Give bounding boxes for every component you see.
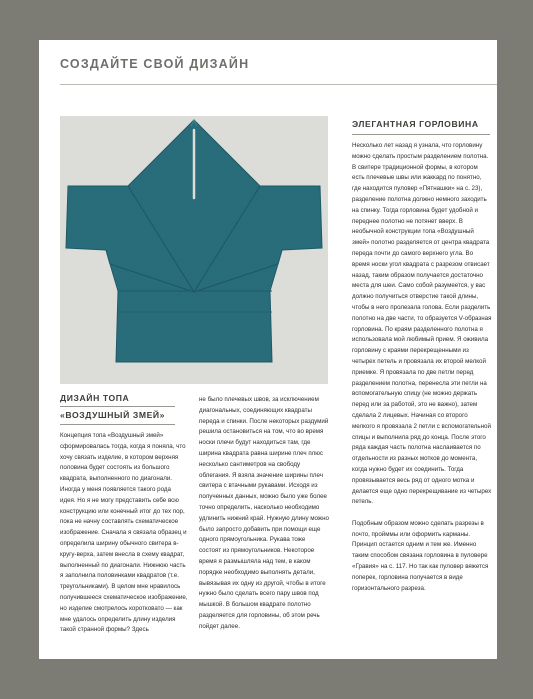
left-col2-paragraph: не было плечевых швов, за исключением диагональных, соединяющих квадраты переда и спинки. После некоторых раздумий решила остановиться на том, что во время носки плечи будут находиться там, где ширина квадрата равна ширине плеч плюс несколько сантиметров на свободу облегания. Я взяла значение ширины плеч свитера с втачными рукавами. Исходя из полученных данных, можно было уже более точно определить, насколько необходимо удлинить нижний край. Нужную длину можно было запросто добавить при помощи еще одного прямоугольника. Рукава тоже состоят из прямоугольников. Некоторое время я размышляла над тем, в каком порядке необходимо выполнять детали, вывязывая их одну из другой, чтобы в итоге нужно было сделать всего пару швов под мышкой. В большом квадрате полотно разделяется для горловины, об этом речь пойдет далее. (199, 396, 329, 630)
right-paragraph-2: Подобным образом можно сделать разрезы в почто, пройммы или оформить карманы. Принцип остается одним и тем же. Именно таким способом связана горловина в пуловере «Гравия» на с. 117. Но так как пуловер вяжется поперек, горловина получается в виде горизонтального разреза. (352, 519, 489, 592)
knitted-top-illustration (60, 116, 328, 384)
left-heading-rule-2 (60, 424, 175, 425)
title-divider (60, 84, 497, 85)
right-column-text (352, 141, 492, 594)
left-col1-paragraph: Концепция топа «Воздушный змей» сформировалась тогда, когда я поняла, что хочу связать изделие, в котором верхняя половина будет состоять из большого квадрата, выполненного по диагонали. Иногда у меня появляется такого рода идея. Но я не могу представить себе всю конструкцию или конечный итог до тех пор, пока не начну составлять схематическое изображение. Сначала я связала образец и определила ширину обычного свитера в-кругу-верха, затем внесла в схему квадрат, выполненный по диагонали. Нижнюю часть я заполнила половинками квадратов (т.е. треугольниками). В целом мне нравилось получившееся схематическое изображение, но изделие смотрелось коротковато — как мне удалось определить длину изделия такой странной формы? Здесь (60, 432, 188, 634)
left-heading-rule-1 (60, 406, 175, 407)
right-paragraph-1: Несколько лет назад я узнала, что горловину можно сделать простым разделением полотна. В свитере традиционной формы, в котором есть плечевые швы или жаккард по понятно, где находится пуловер «Пятнашки» на с. 23), разделение полотна должно немного заходить на спинку. Тогда горловина будет удобной и переднее полотно не потянет вверх. В необычной конструкции топа «Воздушный змей» полотно разделяется от центра квадрата переда почти до самого верхнего угла. Во время носки угол квадрата с разрезом отвисает назад, таким образом получается достаточно места для шеи. Само собой разумеется, у вас должно получиться отверстие такой длины, чтобы в него пролезала голова. Если разделить полотно на две части, то образуется V-образная горловина. По краям разделенного полотна я использовала мой любимый прием. Я оживила горловину с краями перекрещенными из четырех петель и провязала их второй мелкой приемке. Я провязала по две петли перед разделением полотна, перенесла эти петли на вспомогательную спицу (не можно держать перед или за работой, это не важно), затем сделала 2 лицевых. Начиная со второго мелкого я провязала 2 петли с вспомогательной спицы и выполнила ряд до конца. После этого ряда каждая часть полотна наслаивается по отдельности из разных мотков до момента, когда нужно будет их соединить. Тогда провязывается весь ряд от одного мотка и делается еще одно перекрещивание из четырех петель. (352, 142, 492, 506)
left-column-2-text (199, 395, 329, 633)
page-title: СОЗДАЙТЕ СВОЙ ДИЗАЙН (60, 57, 250, 71)
magazine-page (39, 40, 497, 659)
left-section-heading-line2: «ВОЗДУШНЫЙ ЗМЕЙ» (60, 410, 166, 420)
right-heading-rule (352, 134, 490, 135)
right-section-heading: ЭЛЕГАНТНАЯ ГОРЛОВИНА (352, 119, 479, 129)
left-column-1-text (60, 431, 188, 636)
left-section-heading-line1: ДИЗАЙН ТОПА (60, 393, 130, 403)
knitted-top-photo (60, 116, 328, 384)
